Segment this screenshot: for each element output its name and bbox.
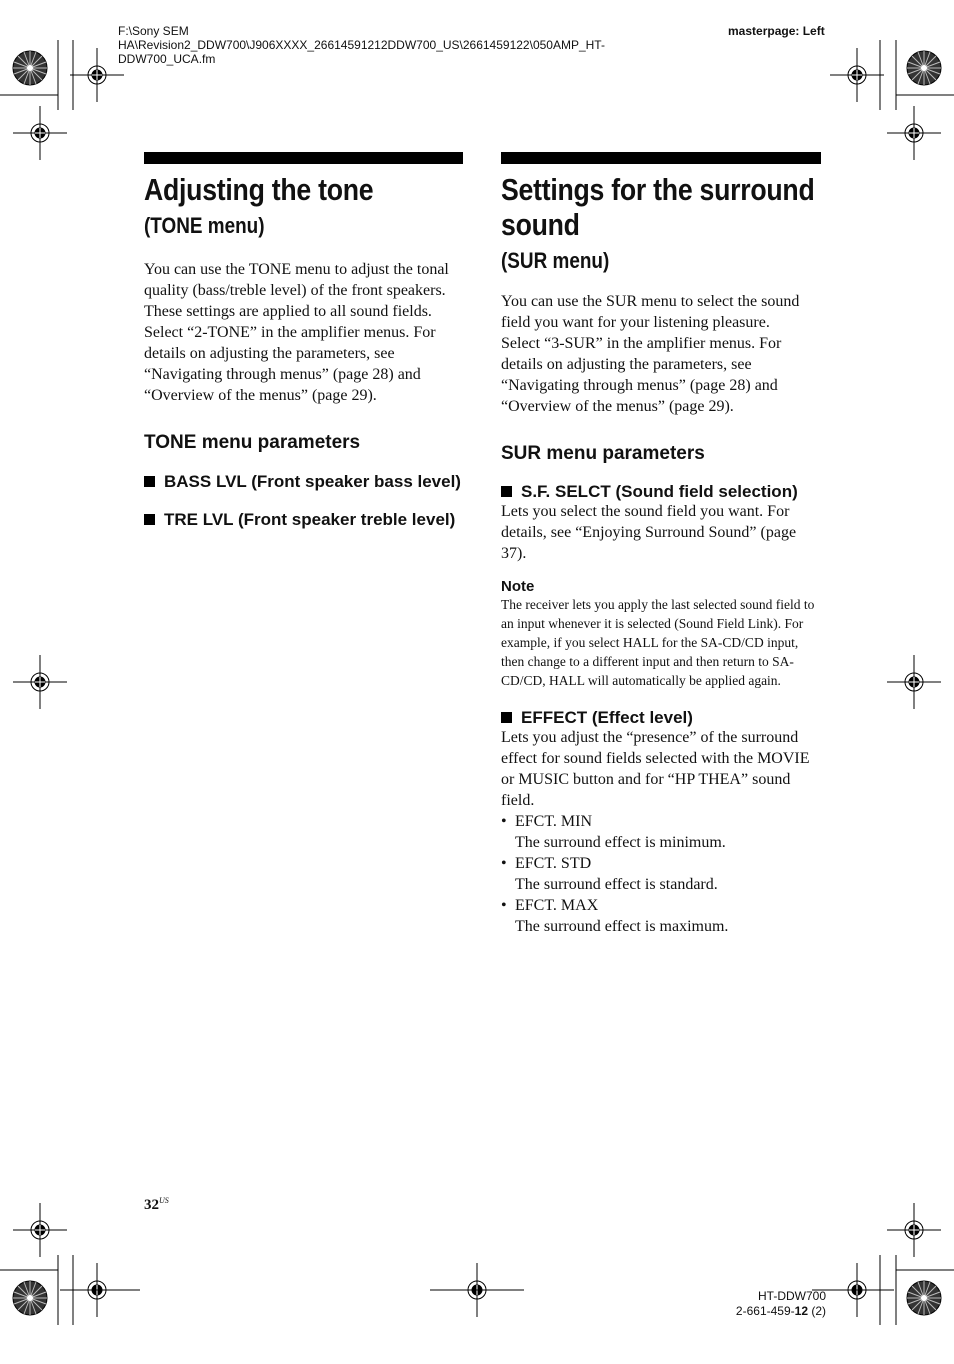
bullet-dot: • [501, 855, 507, 872]
page-number-suffix: US [159, 1196, 169, 1205]
option-desc: The surround effect is minimum. [515, 834, 726, 851]
bullet-dot: • [501, 813, 507, 830]
effect-options-list [501, 811, 821, 937]
footer-model: HT-DDW700 [757, 1289, 826, 1303]
section-rule [144, 152, 463, 164]
page-number-value: 32 [144, 1197, 159, 1213]
tre-lvl-item [144, 510, 463, 529]
square-bullet-icon [501, 486, 512, 497]
tone-params-heading: TONE menu parameters [144, 432, 361, 453]
file-path-line-3: DDW700_UCA.fm [118, 52, 216, 66]
sf-selct-text: Lets you select the sound field you want. For details, see “Enjoying Surround Sound” (page 37). [501, 503, 797, 562]
code-suffix: (2) [808, 1304, 826, 1318]
option-desc: The surround effect is maximum. [515, 918, 729, 935]
sf-selct-label: S.F. SELCT (Sound field selection) [521, 482, 798, 501]
page-title-surround [501, 172, 815, 242]
footer-code [696, 1304, 826, 1319]
code-prefix: 2-661-459- [735, 1304, 795, 1318]
list-item [501, 853, 821, 895]
tre-lvl-label: TRE LVL (Front speaker treble level) [164, 510, 456, 529]
left-column [144, 152, 463, 529]
square-bullet-icon [144, 514, 155, 525]
tone-instructions: Select “2-TONE” in the amplifier menus. For details on adjusting the parameters, see “Navigating through menus” (page 28) and “Overview of the menus” (page 29). [144, 324, 436, 404]
bass-lvl-item [144, 472, 463, 491]
title-line-1: Settings for the surround [501, 172, 815, 207]
sur-instructions: Select “3-SUR” in the amplifier menus. For details on adjusting the parameters, see “Navigating through menus” (page 28) and “Overview of the menus” (page 29). [501, 335, 782, 415]
effect-item [501, 708, 821, 727]
sur-params-heading: SUR menu parameters [501, 443, 705, 464]
option-name: EFCT. STD [515, 855, 592, 872]
subtitle-sur: (SUR menu) [501, 248, 610, 273]
option-name: EFCT. MAX [515, 897, 599, 914]
list-item [501, 895, 821, 937]
effect-label: EFFECT (Effect level) [521, 708, 693, 727]
sur-intro: You can use the SUR menu to select the sound field you want for your listening pleasure. [501, 293, 800, 331]
section-rule [501, 152, 821, 164]
title-line-2: sound [501, 207, 580, 242]
page-title-tone: Adjusting the tone [144, 172, 374, 207]
page-number [144, 1196, 169, 1214]
note-text: The receiver lets you apply the last selected sound field to an input whenever it is selected (Sound Field Link). For example, if you select HALL for the SA-CD/CD input, then change to a different input and then return to SA-CD/CD, HALL will automatically be applied again. [501, 597, 815, 688]
sf-selct-item [501, 482, 821, 501]
effect-text: Lets you adjust the “presence” of the surround effect for sound fields selected with the MOVIE or MUSIC button and for “HP THEA” sound field. [501, 729, 810, 809]
bullet-dot: • [501, 897, 507, 914]
note-title: Note [501, 578, 535, 595]
file-path [118, 24, 678, 66]
file-path-line-2: HA\Revision2_DDW700\J906XXXX_26614591212DDW700_US\2661459122\050AMP_HT- [118, 38, 605, 52]
file-path-line-1: F:\Sony SEM [118, 24, 189, 38]
code-bold: 12 [794, 1304, 808, 1318]
option-name: EFCT. MIN [515, 813, 593, 830]
right-column [501, 152, 821, 937]
list-item [501, 811, 821, 853]
square-bullet-icon [144, 476, 155, 487]
tone-intro: You can use the TONE menu to adjust the tonal quality (bass/treble level) of the front speakers. These settings are applied to all sound fields. [144, 261, 449, 320]
square-bullet-icon [501, 712, 512, 723]
subtitle-tone: (TONE menu) [144, 213, 265, 238]
masterpage-label: masterpage: Left [728, 24, 825, 38]
option-desc: The surround effect is standard. [515, 876, 718, 893]
bass-lvl-label: BASS LVL (Front speaker bass level) [164, 472, 461, 491]
